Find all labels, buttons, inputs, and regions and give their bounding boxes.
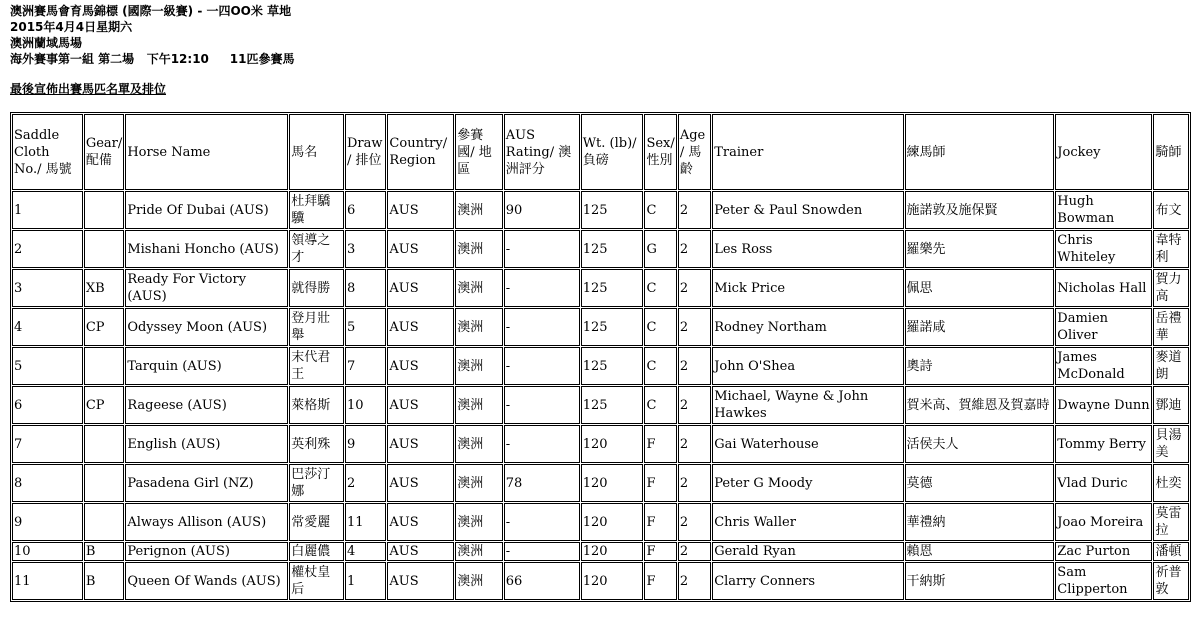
cell-saddle-no: 6 — [12, 386, 83, 424]
cell-country: AUS — [387, 542, 454, 561]
table-row — [12, 308, 1189, 346]
cell-trainer-cn: 羅諾咸 — [905, 308, 1055, 346]
cell-rating: - — [504, 503, 580, 541]
cell-gear — [84, 503, 124, 541]
cell-horse-name: Always Allison (AUS) — [125, 503, 288, 541]
cell-country: AUS — [387, 191, 454, 229]
cell-sex: C — [644, 308, 676, 346]
cell-sex: F — [644, 562, 676, 600]
cell-horse-name-cn: 萊格斯 — [289, 386, 344, 424]
cell-jockey: Dwayne Dunn — [1055, 386, 1152, 424]
col-header-draw: Draw/ 排位 — [345, 114, 386, 190]
cell-gear: XB — [84, 269, 124, 307]
cell-jockey-cn: 祈普敦 — [1153, 562, 1189, 600]
table-header-row — [12, 114, 1189, 190]
cell-draw: 5 — [345, 308, 386, 346]
cell-country-cn: 澳洲 — [455, 347, 503, 385]
cell-jockey: Tommy Berry — [1055, 425, 1152, 463]
cell-horse-name: Mishani Honcho (AUS) — [125, 230, 288, 268]
cell-country-cn: 澳洲 — [455, 425, 503, 463]
cell-rating: - — [504, 269, 580, 307]
col-header-horse: Horse Name — [125, 114, 288, 190]
cell-gear: B — [84, 542, 124, 561]
cell-horse-name: Pasadena Girl (NZ) — [125, 464, 288, 502]
cell-trainer: Chris Waller — [712, 503, 903, 541]
cell-trainer-cn: 莫德 — [905, 464, 1055, 502]
cell-rating: - — [504, 230, 580, 268]
cell-jockey: Zac Purton — [1055, 542, 1152, 561]
cell-jockey-cn: 岳禮華 — [1153, 308, 1189, 346]
table-row — [12, 191, 1189, 229]
cell-rating: - — [504, 542, 580, 561]
cell-jockey: Sam Clipperton — [1055, 562, 1152, 600]
cell-age: 2 — [678, 542, 711, 561]
cell-jockey: Nicholas Hall — [1055, 269, 1152, 307]
table-row — [12, 464, 1189, 502]
racecard-body — [12, 191, 1189, 600]
cell-trainer: Gai Waterhouse — [712, 425, 903, 463]
cell-trainer-cn: 奧詩 — [905, 347, 1055, 385]
final-declarations-heading: 最後宣佈出賽馬匹名單及排位 — [10, 82, 167, 96]
cell-saddle-no: 10 — [12, 542, 83, 561]
cell-weight: 120 — [581, 464, 644, 502]
cell-weight: 120 — [581, 542, 644, 561]
cell-jockey: Chris Whiteley — [1055, 230, 1152, 268]
cell-saddle-no: 11 — [12, 562, 83, 600]
cell-country: AUS — [387, 230, 454, 268]
race-date: 2015年4月4日星期六 — [10, 20, 133, 34]
cell-country-cn: 澳洲 — [455, 269, 503, 307]
cell-draw: 6 — [345, 191, 386, 229]
cell-trainer-cn: 賴恩 — [905, 542, 1055, 561]
cell-country: AUS — [387, 425, 454, 463]
cell-rating: - — [504, 308, 580, 346]
col-header-no: Saddle Cloth No./ 馬號 — [12, 114, 83, 190]
cell-rating: 78 — [504, 464, 580, 502]
cell-jockey-cn: 莫雷拉 — [1153, 503, 1189, 541]
cell-saddle-no: 1 — [12, 191, 83, 229]
cell-horse-name-cn: 領導之才 — [289, 230, 344, 268]
cell-trainer-cn: 佩思 — [905, 269, 1055, 307]
cell-gear — [84, 230, 124, 268]
cell-sex: C — [644, 386, 676, 424]
cell-horse-name: Queen Of Wands (AUS) — [125, 562, 288, 600]
race-header — [10, 3, 295, 67]
cell-sex: F — [644, 542, 676, 561]
col-header-weight: Wt. (lb)/ 負磅 — [581, 114, 644, 190]
cell-weight: 120 — [581, 503, 644, 541]
cell-horse-name-cn: 常愛麗 — [289, 503, 344, 541]
cell-gear — [84, 464, 124, 502]
cell-trainer-cn: 羅樂先 — [905, 230, 1055, 268]
col-header-country: Country/ Region — [387, 114, 454, 190]
cell-horse-name-cn: 巴莎汀娜 — [289, 464, 344, 502]
race-title: 澳洲賽馬會育馬錦標 (國際一級賽) - 一四OO米 草地 — [10, 4, 292, 18]
cell-weight: 125 — [581, 308, 644, 346]
col-header-trainer-cn: 練馬師 — [905, 114, 1055, 190]
race-info: 海外賽事第一組 第二場 下午12:10 11匹參賽馬 — [10, 52, 295, 66]
cell-age: 2 — [678, 347, 711, 385]
cell-weight: 125 — [581, 347, 644, 385]
cell-trainer: John O'Shea — [712, 347, 903, 385]
cell-weight: 120 — [581, 425, 644, 463]
table-row — [12, 269, 1189, 307]
cell-jockey-cn: 杜奕 — [1153, 464, 1189, 502]
cell-trainer-cn: 華禮納 — [905, 503, 1055, 541]
cell-country: AUS — [387, 464, 454, 502]
table-row — [12, 230, 1189, 268]
table-row — [12, 542, 1189, 561]
racecard-table — [10, 112, 1191, 602]
cell-age: 2 — [678, 230, 711, 268]
cell-trainer: Peter G Moody — [712, 464, 903, 502]
cell-age: 2 — [678, 503, 711, 541]
table-row — [12, 562, 1189, 600]
cell-draw: 2 — [345, 464, 386, 502]
cell-rating: - — [504, 386, 580, 424]
cell-horse-name: English (AUS) — [125, 425, 288, 463]
cell-saddle-no: 4 — [12, 308, 83, 346]
cell-rating: - — [504, 347, 580, 385]
cell-horse-name: Pride Of Dubai (AUS) — [125, 191, 288, 229]
cell-jockey-cn: 賀力高 — [1153, 269, 1189, 307]
cell-saddle-no: 7 — [12, 425, 83, 463]
cell-country: AUS — [387, 269, 454, 307]
cell-country-cn: 澳洲 — [455, 386, 503, 424]
cell-horse-name-cn: 登月壯舉 — [289, 308, 344, 346]
cell-weight: 125 — [581, 269, 644, 307]
cell-rating: 66 — [504, 562, 580, 600]
cell-horse-name: Tarquin (AUS) — [125, 347, 288, 385]
cell-horse-name-cn: 英利殊 — [289, 425, 344, 463]
cell-horse-name: Ready For Victory (AUS) — [125, 269, 288, 307]
cell-age: 2 — [678, 425, 711, 463]
cell-country-cn: 澳洲 — [455, 308, 503, 346]
cell-age: 2 — [678, 308, 711, 346]
cell-trainer-cn: 干納斯 — [905, 562, 1055, 600]
cell-country: AUS — [387, 562, 454, 600]
cell-draw: 7 — [345, 347, 386, 385]
cell-saddle-no: 8 — [12, 464, 83, 502]
cell-sex: C — [644, 269, 676, 307]
cell-jockey-cn: 布文 — [1153, 191, 1189, 229]
cell-country-cn: 澳洲 — [455, 191, 503, 229]
cell-horse-name-cn: 末代君王 — [289, 347, 344, 385]
cell-draw: 10 — [345, 386, 386, 424]
cell-draw: 9 — [345, 425, 386, 463]
cell-jockey-cn: 鄧迪 — [1153, 386, 1189, 424]
cell-saddle-no: 2 — [12, 230, 83, 268]
cell-trainer-cn: 施諾敦及施保賢 — [905, 191, 1055, 229]
cell-gear — [84, 425, 124, 463]
cell-weight: 125 — [581, 230, 644, 268]
cell-country: AUS — [387, 308, 454, 346]
cell-age: 2 — [678, 562, 711, 600]
cell-sex: C — [644, 191, 676, 229]
cell-country-cn: 澳洲 — [455, 464, 503, 502]
cell-weight: 125 — [581, 386, 644, 424]
cell-gear: B — [84, 562, 124, 600]
cell-horse-name: Odyssey Moon (AUS) — [125, 308, 288, 346]
cell-saddle-no: 5 — [12, 347, 83, 385]
col-header-horse-cn: 馬名 — [289, 114, 344, 190]
cell-trainer-cn: 賀米高、賀維恩及賀嘉時 — [905, 386, 1055, 424]
cell-trainer: Rodney Northam — [712, 308, 903, 346]
cell-sex: F — [644, 425, 676, 463]
cell-jockey: Vlad Duric — [1055, 464, 1152, 502]
cell-jockey-cn: 麥道朗 — [1153, 347, 1189, 385]
cell-jockey-cn: 潘頓 — [1153, 542, 1189, 561]
table-row — [12, 347, 1189, 385]
cell-trainer: Les Ross — [712, 230, 903, 268]
cell-weight: 120 — [581, 562, 644, 600]
cell-gear — [84, 191, 124, 229]
cell-jockey-cn: 貝湯美 — [1153, 425, 1189, 463]
cell-trainer: Peter & Paul Snowden — [712, 191, 903, 229]
cell-sex: C — [644, 347, 676, 385]
racecourse: 澳洲蘭域馬場 — [10, 36, 83, 50]
cell-country-cn: 澳洲 — [455, 562, 503, 600]
table-row — [12, 503, 1189, 541]
cell-sex: F — [644, 464, 676, 502]
cell-gear: CP — [84, 386, 124, 424]
cell-gear — [84, 347, 124, 385]
col-header-trainer: Trainer — [712, 114, 903, 190]
cell-country-cn: 澳洲 — [455, 230, 503, 268]
col-header-rating: AUS Rating/ 澳洲評分 — [504, 114, 580, 190]
cell-horse-name: Perignon (AUS) — [125, 542, 288, 561]
cell-horse-name-cn: 權杖皇后 — [289, 562, 344, 600]
cell-saddle-no: 3 — [12, 269, 83, 307]
cell-country: AUS — [387, 386, 454, 424]
cell-jockey: Joao Moreira — [1055, 503, 1152, 541]
cell-age: 2 — [678, 386, 711, 424]
cell-rating: - — [504, 425, 580, 463]
cell-country: AUS — [387, 347, 454, 385]
cell-trainer: Gerald Ryan — [712, 542, 903, 561]
cell-draw: 11 — [345, 503, 386, 541]
col-header-age: Age/ 馬齡 — [678, 114, 711, 190]
cell-age: 2 — [678, 191, 711, 229]
cell-horse-name: Rageese (AUS) — [125, 386, 288, 424]
col-header-jockey: Jockey — [1055, 114, 1152, 190]
cell-jockey: Damien Oliver — [1055, 308, 1152, 346]
col-header-sex: Sex/ 性別 — [644, 114, 676, 190]
cell-draw: 1 — [345, 562, 386, 600]
cell-sex: F — [644, 503, 676, 541]
cell-draw: 4 — [345, 542, 386, 561]
cell-age: 2 — [678, 464, 711, 502]
cell-jockey-cn: 韋特利 — [1153, 230, 1189, 268]
cell-weight: 125 — [581, 191, 644, 229]
cell-trainer-cn: 活侯夫人 — [905, 425, 1055, 463]
cell-saddle-no: 9 — [12, 503, 83, 541]
col-header-gear: Gear/ 配備 — [84, 114, 124, 190]
cell-draw: 8 — [345, 269, 386, 307]
cell-horse-name-cn: 白麗儂 — [289, 542, 344, 561]
cell-country-cn: 澳洲 — [455, 542, 503, 561]
cell-jockey: Hugh Bowman — [1055, 191, 1152, 229]
cell-horse-name-cn: 就得勝 — [289, 269, 344, 307]
cell-trainer: Mick Price — [712, 269, 903, 307]
cell-sex: G — [644, 230, 676, 268]
cell-country-cn: 澳洲 — [455, 503, 503, 541]
cell-trainer: Clarry Conners — [712, 562, 903, 600]
cell-horse-name-cn: 杜拜驕驥 — [289, 191, 344, 229]
col-header-jockey-cn: 騎師 — [1153, 114, 1189, 190]
cell-draw: 3 — [345, 230, 386, 268]
table-row — [12, 425, 1189, 463]
col-header-country-cn: 參賽 國/ 地區 — [455, 114, 503, 190]
cell-jockey: James McDonald — [1055, 347, 1152, 385]
cell-gear: CP — [84, 308, 124, 346]
cell-trainer: Michael, Wayne & John Hawkes — [712, 386, 903, 424]
table-row — [12, 386, 1189, 424]
cell-age: 2 — [678, 269, 711, 307]
cell-rating: 90 — [504, 191, 580, 229]
cell-country: AUS — [387, 503, 454, 541]
